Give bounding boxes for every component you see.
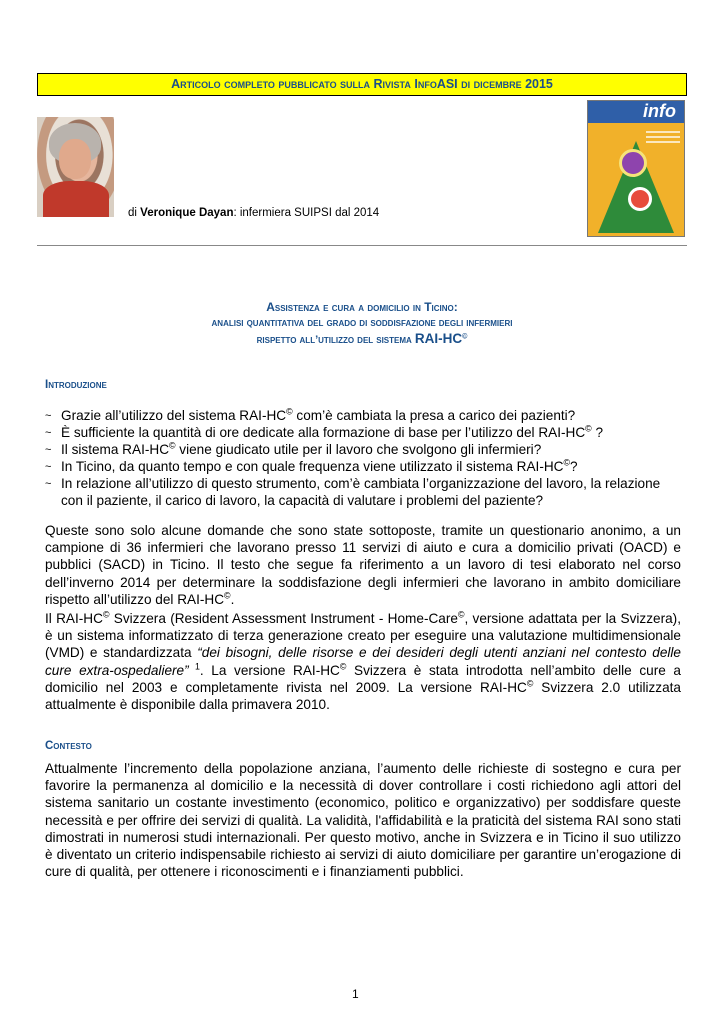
byline-prefix: di [128,207,141,219]
copyright-mark: © [462,332,468,341]
title-line-3: rispetto all’utilizzo del sistema RAI-HC© [256,331,468,346]
magazine-ornament [619,149,647,177]
list-item: ~ In relazione all’utilizzo di questo strumento, com’è cambiata l’organizzazione del lavoro, la relazione con il paziente, il carico di lavoro, la capacità di valutare i problemi del paziente? [45,475,665,509]
question-list [45,407,665,509]
author-photo [37,117,114,217]
article-title [37,299,687,348]
header-divider [37,245,687,246]
byline-author: Veronique Dayan [140,207,234,219]
list-item: ~ Grazie all’utilizzo del sistema RAI-HC© com’è cambiata la presa a carico dei pazienti? [45,407,665,424]
context-paragraph: Attualmente l’incremento della popolazione anziana, l’aumento delle richieste di sostegno e cura per favorire la permanenza al domicilio e la necessità di dover controllare i costi richiedono agli attori del sistema sanitario un costante investimento (economico, politico e organizzativo) per soddisfare queste necessità e per offrire dei servizi di qualità. La validità, l'affidabilità e la praticità del sistema RAI sono stati dimostrati in numerosi studi internazionali. Per questo motivo, anche in Svizzera e in Ticino il suo utilizzo è diventato un criterio indispensabile richiesto ai servizi di aiuto domiciliare per garantire un’erogazione di cure di qualità, per ottenere i riconoscimenti e i finanziamenti pubblici. [45,761,681,880]
title-line-1: Assistenza e cura a domicilio in Ticino: [266,300,458,314]
byline-suffix: : infermiera SUIPSI dal 2014 [233,207,380,219]
article-banner: Articolo completo pubblicato sulla Rivista InfoASI di dicembre 2015 [37,73,687,96]
magazine-title: info [643,101,676,121]
footnote-ref: 1 [188,661,200,672]
photo-body [43,181,109,217]
list-item: ~ Il sistema RAI-HC© viene giudicato utile per il lavoro che svolgono gli infermieri? [45,441,665,458]
photo-face [59,139,91,179]
list-item: ~ È sufficiente la quantità di ore dedicate alla formazione di base per l’utilizzo del RAI-HC© ? [45,424,665,441]
magazine-cover [587,100,685,237]
title-line-2: analisi quantitativa del grado di soddisfazione degli infermieri [211,317,513,329]
rai-hc-label: RAI-HC [414,331,463,346]
quoted-definition: “dei bisogni, delle risorse e dei desideri degli utenti anziani nel contesto delle cure extra-ospedaliere” [45,645,681,678]
section-heading-contesto: Contesto [45,740,92,752]
intro-paragraph-1: Queste sono solo alcune domande che sono state sottoposte, tramite un questionario anonimo, a un campione di 36 infermieri che lavorano presso 11 servizi di aiuto e cura a domicilio privati (OACD) e pubblici (SACD) in Ticino. Il testo che segue fa riferimento a un lavoro di tesi elaborato nel corso dell’inverno 2014 per determinare la soddisfazione degli infermieri che lavorano in ambito domiciliare rispetto all’utilizzo del RAI-HC©. [45,523,681,607]
list-item: ~ In Ticino, da quanto tempo e con quale frequenza viene utilizzato il sistema RAI-HC©? [45,458,665,475]
magazine-text-lines [646,131,680,146]
intro-paragraph-2: Il RAI-HC© Svizzera (Resident Assessment Instrument - Home-Care©, versione adattata per la Svizzera), è un sistema informatizzato di terza generazione creato per eseguire una valutazione multidimensionale (VMD) e standardizzata “dei bisogni, delle risorse e dei desideri degli utenti anziani nel contesto delle cure extra-ospedaliere” $^1$. La versione RAI-HC© Svizzera è stata introdotta nell’ambito delle cure a domicilio nel 2003 e completamente rivista nel 2009. La versione RAI-HC© Svizzera 2.0 utilizzata attualmente è disponibile dalla primavera 2010. [45,609,681,713]
byline [128,207,379,219]
section-heading-introduzione: Introduzione [45,379,107,391]
page-number: 1 [352,987,359,1001]
magazine-ornament [628,187,652,211]
